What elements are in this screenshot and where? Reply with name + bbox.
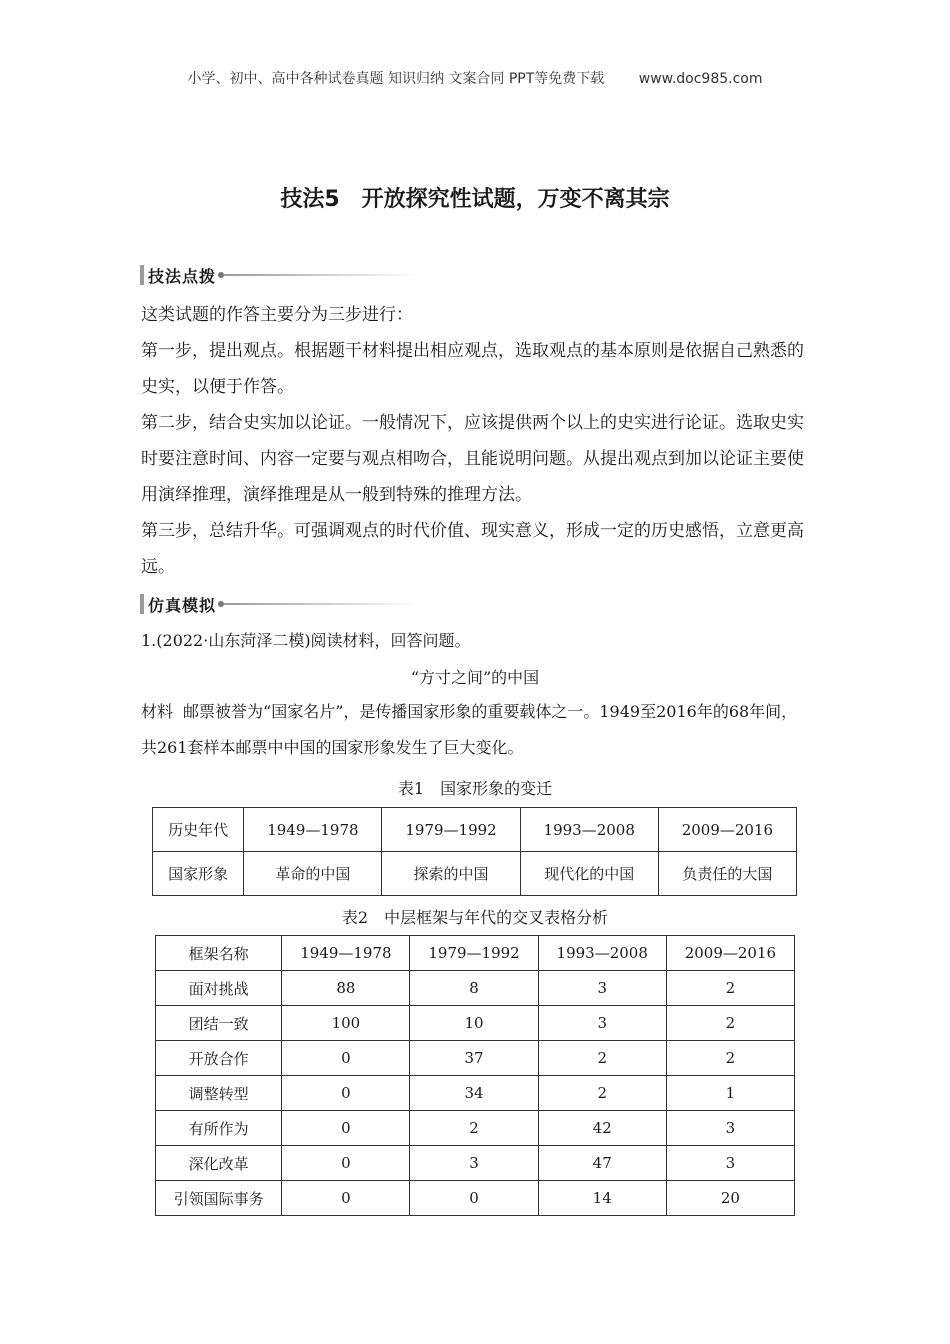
section-rule	[224, 603, 420, 605]
table-cell: 14	[538, 1181, 666, 1216]
table-cell: 2	[666, 971, 794, 1006]
table-header-cell: 1949—1978	[282, 936, 410, 971]
table-cell: 47	[538, 1146, 666, 1181]
table1-caption: 表1 国家形象的变迁	[397, 779, 553, 798]
table-cell: 42	[538, 1111, 666, 1146]
table-row	[156, 971, 795, 1006]
table-cell: 3	[538, 971, 666, 1006]
table-cell: 2	[538, 1041, 666, 1076]
table-header-row	[156, 936, 795, 971]
table-cell: 10	[410, 1006, 538, 1041]
table-cell: 国家形象	[153, 852, 244, 896]
table-row	[156, 1041, 795, 1076]
page-header	[0, 68, 950, 88]
table-cell: 探索的中国	[382, 852, 520, 896]
table-cell: 1993—2008	[520, 808, 658, 852]
table-cell: 有所作为	[156, 1111, 282, 1146]
table-frame-analysis	[155, 935, 795, 1216]
material-paragraph	[141, 694, 813, 766]
section-bar-icon	[140, 265, 144, 285]
header-text: 小学、初中、高中各种试卷真题 知识归纳 文案合同 PPT等免费下载	[187, 71, 605, 87]
table-cell: 调整转型	[156, 1076, 282, 1111]
table-header-cell: 2009—2016	[666, 936, 794, 971]
table-cell: 革命的中国	[244, 852, 382, 896]
table-cell: 深化改革	[156, 1146, 282, 1181]
table-cell: 2009—2016	[658, 808, 796, 852]
table-row	[156, 1006, 795, 1041]
table-cell: 0	[282, 1111, 410, 1146]
table-cell: 0	[282, 1181, 410, 1216]
paragraph-step1: 第一步，提出观点。根据题干材料提出相应观点，选取观点的基本原则是依据自己熟悉的史实，以便于作答。	[141, 341, 804, 397]
table-cell: 开放合作	[156, 1041, 282, 1076]
table-row	[156, 1076, 795, 1111]
table-row	[153, 852, 797, 896]
table-cell: 2	[410, 1111, 538, 1146]
table-row	[156, 1111, 795, 1146]
section-bar-icon	[140, 594, 144, 614]
table-cell: 8	[410, 971, 538, 1006]
table-cell: 3	[666, 1111, 794, 1146]
section-heading-label: 仿真模拟	[148, 595, 217, 615]
table-cell: 团结一致	[156, 1006, 282, 1041]
table-cell: 1979—1992	[382, 808, 520, 852]
material-text: 邮票被誉为“国家名片”，是传播国家形象的重要载体之一。1949至2016年的68年间，共261套样本邮票中中国的国家形象发生了巨大变化。	[141, 702, 798, 757]
page-title: 技法5 开放探究性试题，万变不离其宗	[280, 187, 670, 212]
section-heading-practice	[140, 591, 420, 617]
paragraph-step3: 第三步，总结升华。可强调观点的时代价值、现实意义，形成一定的历史感悟，立意更高远。	[141, 521, 804, 577]
paragraph-intro: 这类试题的作答主要分为三步进行：	[141, 305, 413, 325]
table-row	[156, 1146, 795, 1181]
table-cell: 现代化的中国	[520, 852, 658, 896]
table-cell: 面对挑战	[156, 971, 282, 1006]
table-cell: 负责任的大国	[658, 852, 796, 896]
table-row	[153, 808, 797, 852]
paragraph-step2: 第二步，结合史实加以论证。一般情况下，应该提供两个以上的史实进行论证。选取史实时要注意时间、内容一定要与观点相吻合，且能说明问题。从提出观点到加以论证主要使用演绎推理，演绎推理是从一般到特殊的推理方法。	[141, 413, 804, 505]
table-national-image	[152, 807, 797, 896]
table2-caption: 表2 中层框架与年代的交叉表格分析	[341, 908, 609, 927]
table-row	[156, 1181, 795, 1216]
table-cell: 3	[666, 1146, 794, 1181]
table-cell: 100	[282, 1006, 410, 1041]
section-rule	[224, 274, 420, 276]
table-cell: 3	[410, 1146, 538, 1181]
table-cell: 1	[666, 1076, 794, 1111]
table-cell: 2	[666, 1041, 794, 1076]
material-title: “方寸之间”的中国	[410, 668, 540, 687]
section-heading-label: 技法点拨	[148, 266, 217, 286]
table-cell: 2	[538, 1076, 666, 1111]
table-cell: 0	[410, 1181, 538, 1216]
table-cell: 引领国际事务	[156, 1181, 282, 1216]
question-stem: 1.(2022·山东菏泽二模)阅读材料，回答问题。	[141, 631, 471, 650]
table-cell: 88	[282, 971, 410, 1006]
table-cell: 0	[282, 1041, 410, 1076]
table-cell: 0	[282, 1146, 410, 1181]
table-cell: 34	[410, 1076, 538, 1111]
table-cell: 历史年代	[153, 808, 244, 852]
table-header-cell: 框架名称	[156, 936, 282, 971]
table-cell: 2	[666, 1006, 794, 1041]
section-heading-tips	[140, 262, 420, 288]
table-cell: 20	[666, 1181, 794, 1216]
table-header-cell: 1979—1992	[410, 936, 538, 971]
table-cell: 1949—1978	[244, 808, 382, 852]
table-cell: 37	[410, 1041, 538, 1076]
material-label: 材料	[141, 702, 174, 721]
table-cell: 0	[282, 1076, 410, 1111]
table-cell: 3	[538, 1006, 666, 1041]
header-site-link[interactable]: www.doc985.com	[638, 71, 763, 87]
table-header-cell: 1993—2008	[538, 936, 666, 971]
